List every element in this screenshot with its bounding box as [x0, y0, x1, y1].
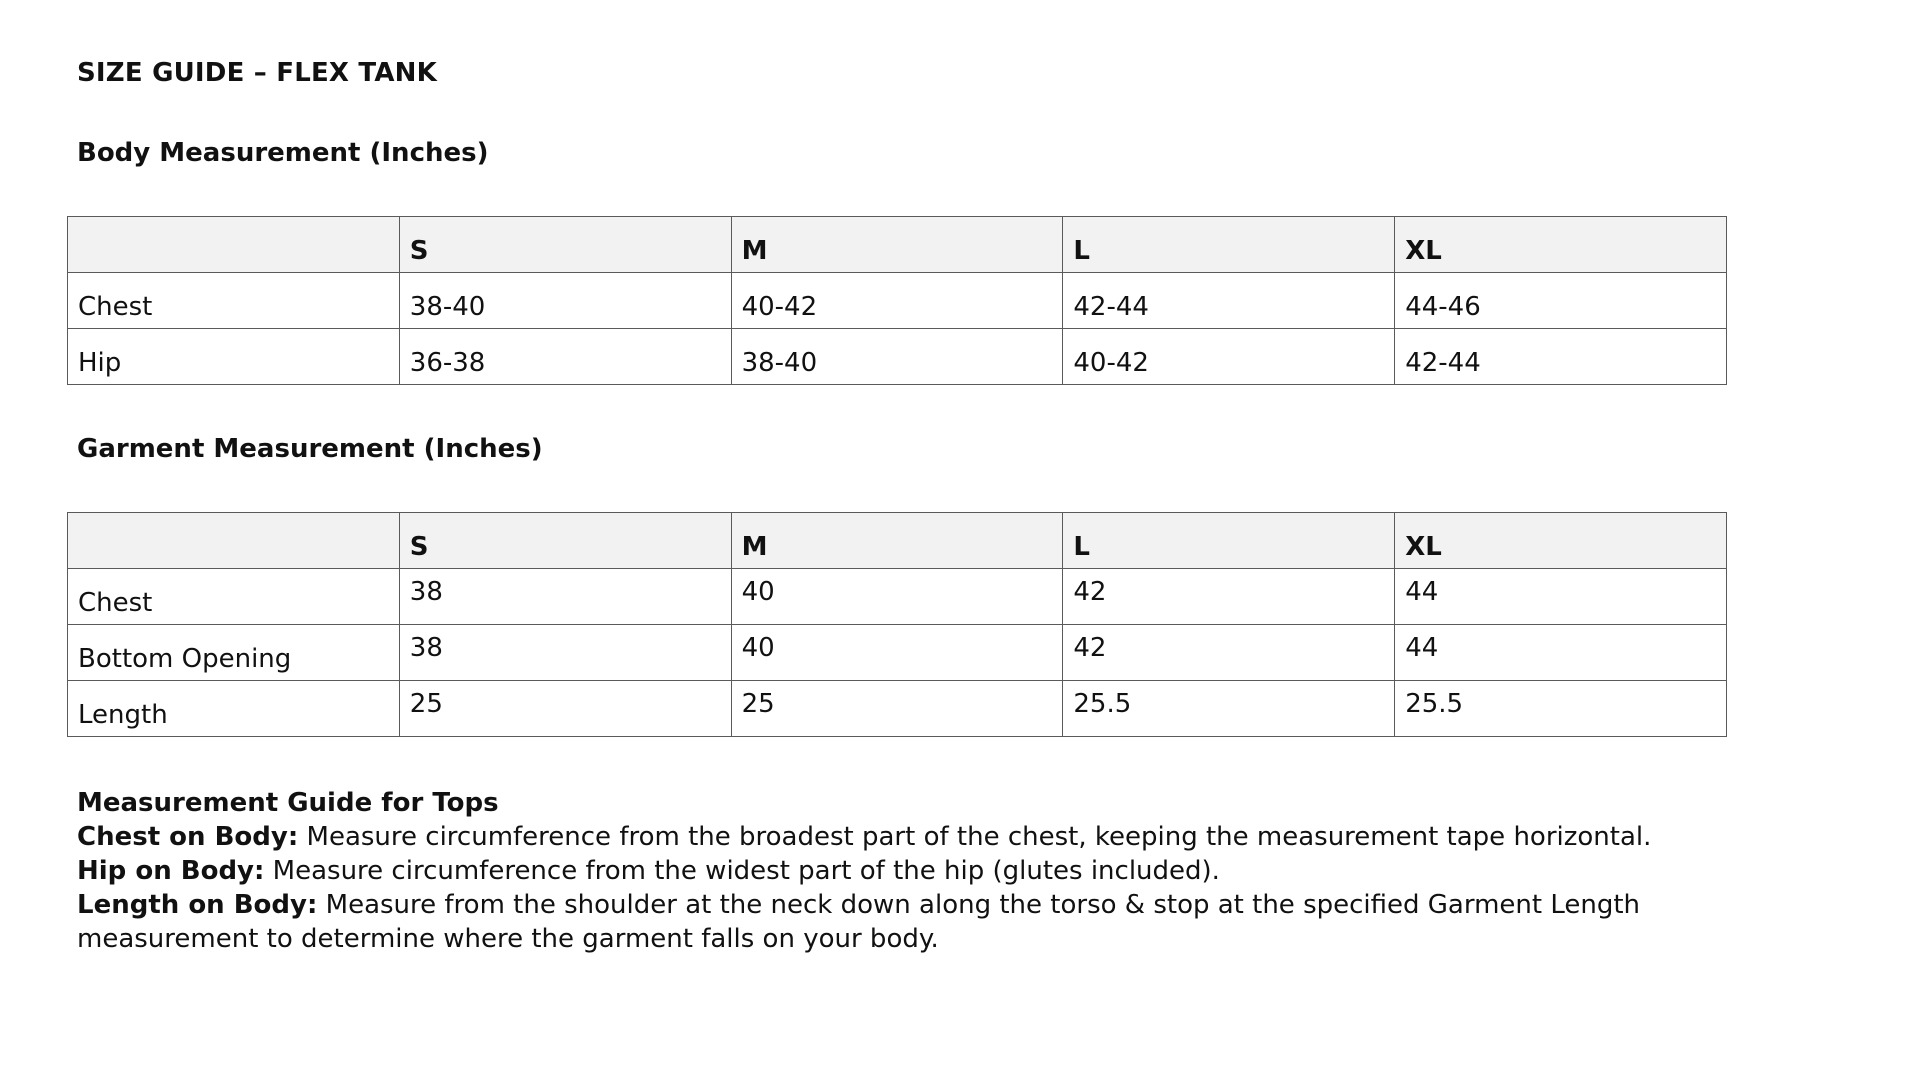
row-label-chest: Chest	[68, 569, 400, 625]
guide-text: Measure circumference from the broadest part of the chest, keeping the measurement tape horizontal.	[298, 822, 1652, 852]
table-cell: 42	[1063, 625, 1395, 681]
guide-term: Hip on Body:	[77, 856, 265, 886]
table-cell: 40	[731, 569, 1063, 625]
size-header-xl: XL	[1395, 513, 1727, 569]
table-cell: 38	[399, 569, 731, 625]
table-cell: 25.5	[1395, 681, 1727, 737]
guide-text: Measure circumference from the widest part of the hip (glutes included).	[264, 856, 1220, 886]
table-row	[68, 329, 1727, 385]
row-label-bottom-opening: Bottom Opening	[68, 625, 400, 681]
guide-text: Measure from the shoulder at the neck down along the torso & stop at the specified Garment Length measurement to determine where the garment falls on your body.	[77, 890, 1641, 954]
guide-term: Length on Body:	[77, 890, 318, 920]
measurement-guide-heading: Measurement Guide for Tops	[77, 788, 499, 818]
row-label-hip: Hip	[68, 329, 400, 385]
size-header-s: S	[399, 217, 731, 273]
guide-item-hip	[77, 854, 1737, 888]
table-header-row	[68, 513, 1727, 569]
table-cell: 44-46	[1395, 273, 1727, 329]
table-cell: 42	[1063, 569, 1395, 625]
table-cell: 44	[1395, 625, 1727, 681]
row-label-chest: Chest	[68, 273, 400, 329]
table-cell: 38	[399, 625, 731, 681]
size-header-m: M	[731, 513, 1063, 569]
measurement-guide	[77, 786, 1737, 956]
size-header-m: M	[731, 217, 1063, 273]
table-row	[68, 569, 1727, 625]
table-cell: 42-44	[1395, 329, 1727, 385]
table-row	[68, 681, 1727, 737]
guide-item-length	[77, 888, 1737, 956]
empty-header-cell	[68, 217, 400, 273]
table-cell: 25.5	[1063, 681, 1395, 737]
table-row	[68, 625, 1727, 681]
size-header-s: S	[399, 513, 731, 569]
table-header-row	[68, 217, 1727, 273]
size-header-l: L	[1063, 513, 1395, 569]
guide-term: Chest on Body:	[77, 822, 299, 852]
table-cell: 36-38	[399, 329, 731, 385]
body-measurement-table	[67, 216, 1727, 385]
table-cell: 40-42	[731, 273, 1063, 329]
table-cell: 38-40	[399, 273, 731, 329]
row-label-length: Length	[68, 681, 400, 737]
page-title: SIZE GUIDE – FLEX TANK	[77, 58, 437, 88]
table-cell: 25	[399, 681, 731, 737]
table-row	[68, 273, 1727, 329]
guide-item-chest	[77, 820, 1737, 854]
table-cell: 44	[1395, 569, 1727, 625]
garment-measurement-heading: Garment Measurement (Inches)	[77, 434, 543, 464]
size-header-l: L	[1063, 217, 1395, 273]
table-cell: 40-42	[1063, 329, 1395, 385]
empty-header-cell	[68, 513, 400, 569]
table-cell: 42-44	[1063, 273, 1395, 329]
table-cell: 40	[731, 625, 1063, 681]
table-cell: 38-40	[731, 329, 1063, 385]
size-header-xl: XL	[1395, 217, 1727, 273]
table-cell: 25	[731, 681, 1063, 737]
body-measurement-heading: Body Measurement (Inches)	[77, 138, 489, 168]
garment-measurement-table	[67, 512, 1727, 737]
